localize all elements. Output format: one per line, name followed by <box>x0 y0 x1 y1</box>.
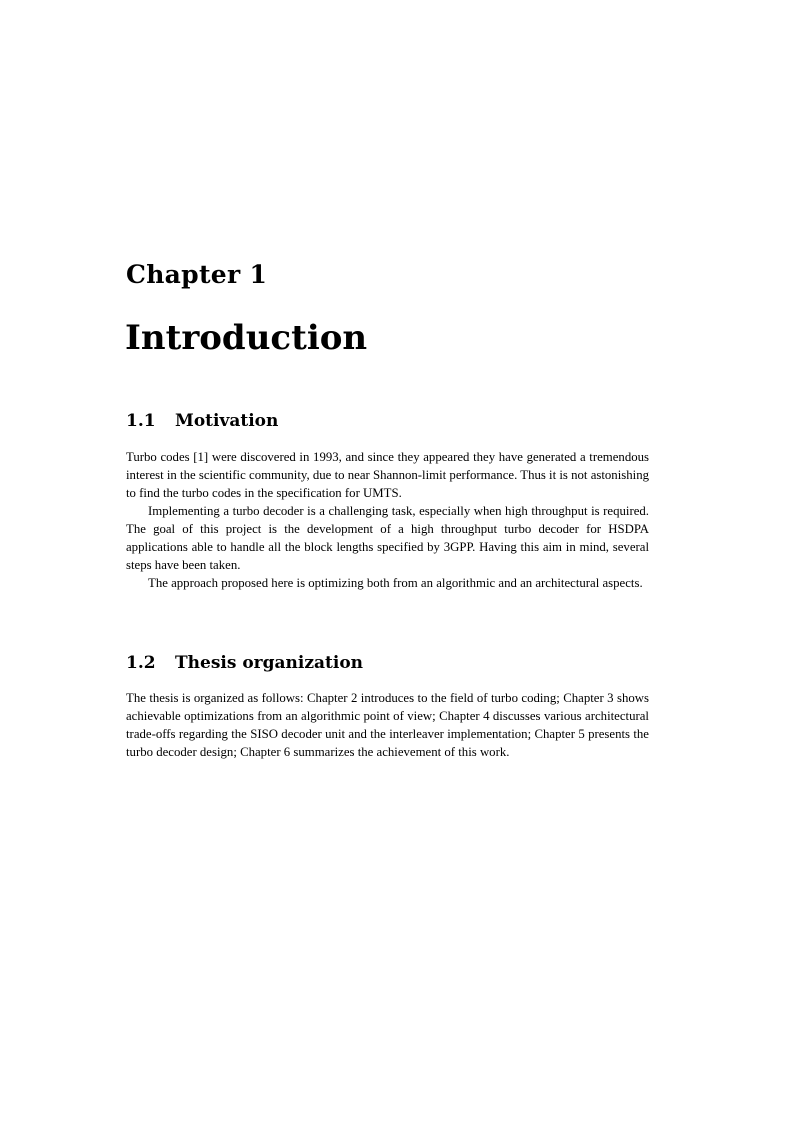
section-heading-thesis-organization <box>126 653 363 673</box>
thesis-organization-body <box>126 689 649 761</box>
section-number: 1.2 <box>126 653 156 673</box>
paragraph: Turbo codes [1] were discovered in 1993, and since they appeared they have generated a tremendous interest in the scientific community, due to near Shannon-limit performance. Thus it is not astonishing to find the turbo codes in the specification for UMTS. <box>126 450 649 500</box>
section-heading-motivation <box>126 411 278 431</box>
chapter-title: Introduction <box>125 318 368 358</box>
motivation-body <box>126 448 649 592</box>
chapter-label: Chapter 1 <box>126 260 268 289</box>
section-title: Motivation <box>175 411 279 431</box>
paragraph: The thesis is organized as follows: Chapter 2 introduces to the field of turbo coding; Chapter 3 shows achievable optimizations from an algorithmic point of view; Chapter 4 discusses various architectural trade-offs regarding the SISO decoder unit and the interleaver implementation; Chapter 5 presents the turbo decoder design; Chapter 6 summarizes the achievement of this work. <box>126 691 649 759</box>
paragraph: Implementing a turbo decoder is a challenging task, especially when high throughput is required. The goal of this project is the development of a high throughput turbo decoder for HSDPA applications able to handle all the block lengths specified by 3GPP. Having this aim in mind, several steps have been taken. <box>126 504 649 572</box>
section-title: Thesis organization <box>175 653 364 673</box>
section-number: 1.1 <box>126 411 156 431</box>
paragraph: The approach proposed here is optimizing both from an algorithmic and an architectural aspects. <box>148 576 643 590</box>
